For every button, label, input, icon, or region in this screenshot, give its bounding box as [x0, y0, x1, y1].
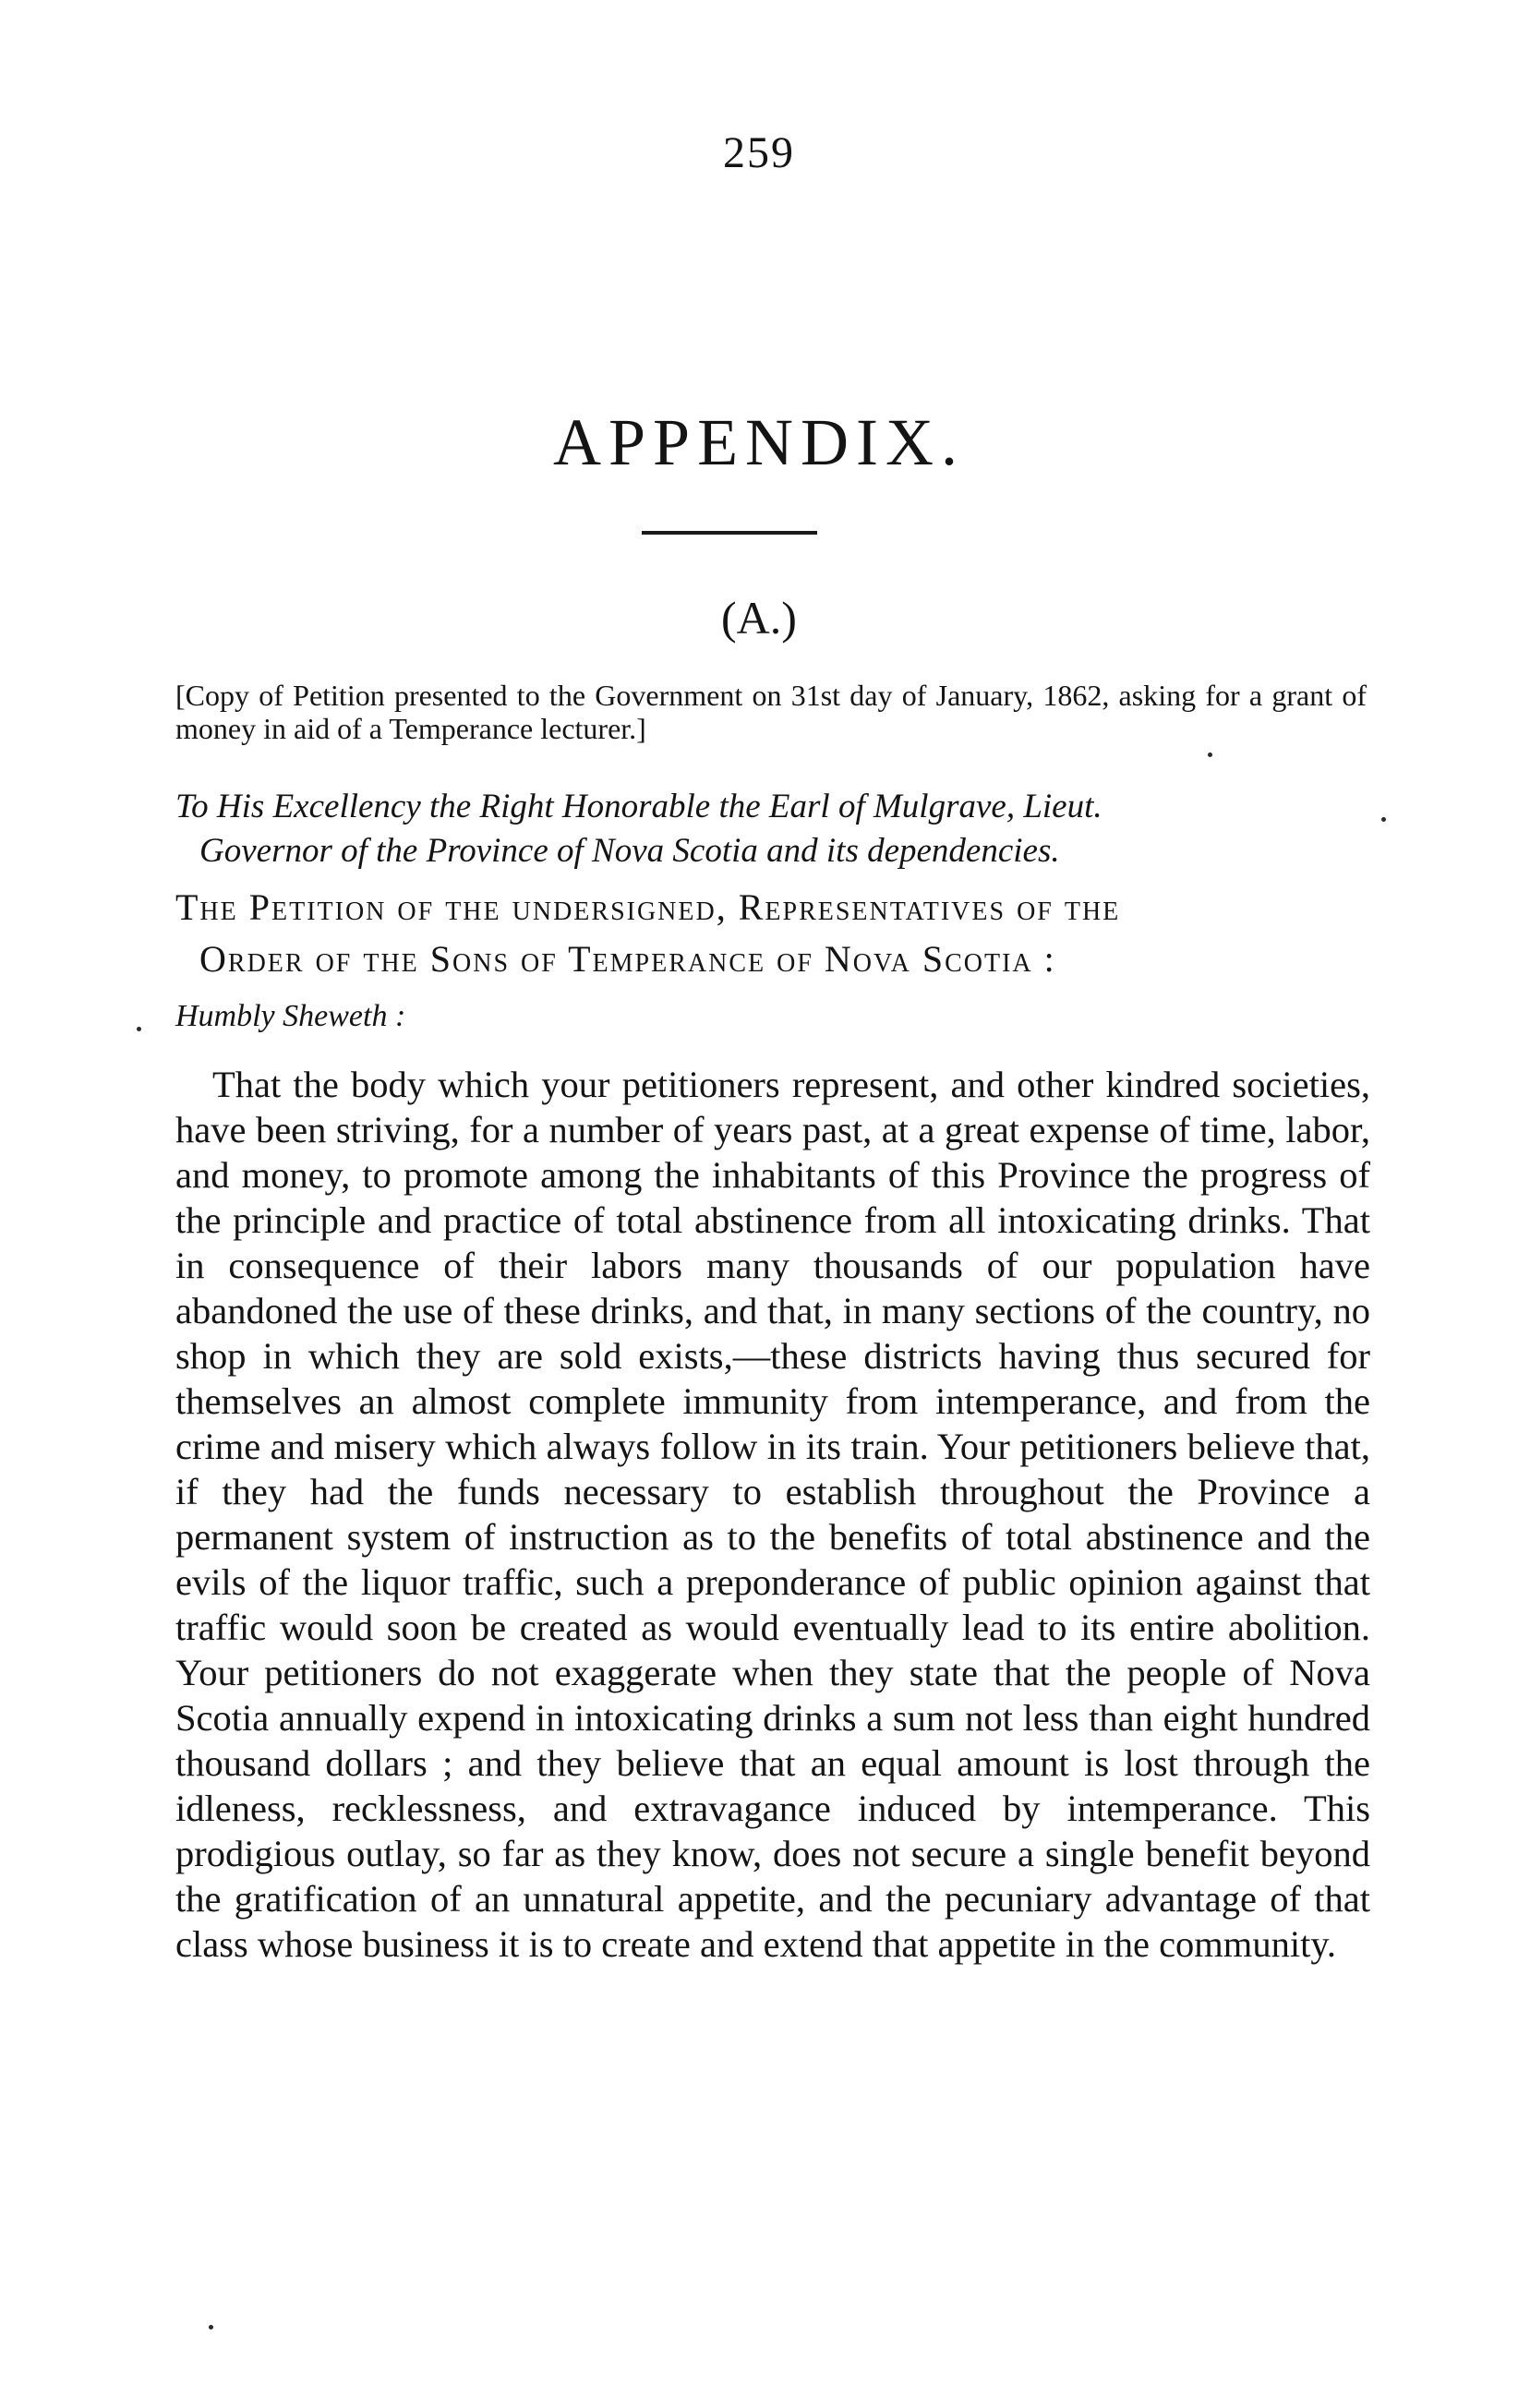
print-speck: [1381, 817, 1386, 822]
petition-heading: [175, 882, 1376, 985]
address-block: [175, 785, 1376, 873]
address-line-1: To His Excellency the Right Honorable the Earl of Mulgrave, Lieut.: [175, 788, 1102, 825]
petition-heading-line-2: Order of the Sons of Temperance of Nova Scotia :: [199, 938, 1056, 980]
petition-body: That the body which your petitioners represent, and other kindred societies, have been striving, for a number of years past, at a great expense of time, labor, and money, to promote among the inhabitants of this Province the progress of the principle and practice of total abstinence from all intoxicating drinks. That in consequence of their labors many thousands of our population have abandoned the use of these drinks, and that, in many sections of the country, no shop in which they are sold exists,—these districts having thus secured for themselves an almost complete immunity from intemperance, and from the crime and misery which always follow in its train. Your petitioners believe that, if they had the funds necessary to establish throughout the Province a permanent system of instruction as to the benefits of total abstinence and the evils of the liquor traffic, such a preponderance of public opinion against that traffic would soon be created as would eventually lead to its entire abolition. Your petitioners do not exaggerate when they state that the people of Nova Scotia annually expend in intoxicating drinks a sum not less than eight hundred thousand dollars ; and they believe that an equal amount is lost through the idleness, recklessness, and extravagance induced by intemperance. This prodigious outlay, so far as they know, does not secure a single benefit beyond the gratification of an unnatural appetite, and the pecuniary advantage of that class whose business it is to create and extend that appetite in the community.: [175, 1064, 1370, 1965]
address-line-2: Governor of the Province of Nova Scotia and its dependencies.: [199, 832, 1060, 870]
section-label: (A.): [721, 592, 797, 644]
print-speck: [1208, 752, 1212, 757]
title-divider: [642, 531, 817, 535]
print-speck: [137, 1027, 141, 1031]
print-speck: [209, 2325, 213, 2330]
appendix-title: APPENDIX.: [552, 405, 966, 479]
petition-heading-line-1: The Petition of the undersigned, Representatives of the: [175, 886, 1121, 928]
editorial-note: [Copy of Petition presented to the Government on 31st day of January, 1862, asking for a grant of money in aid of a Temperance lecturer.]: [175, 679, 1367, 745]
page-number: 259: [723, 128, 795, 177]
salutation: Humbly Sheweth :: [175, 999, 406, 1033]
